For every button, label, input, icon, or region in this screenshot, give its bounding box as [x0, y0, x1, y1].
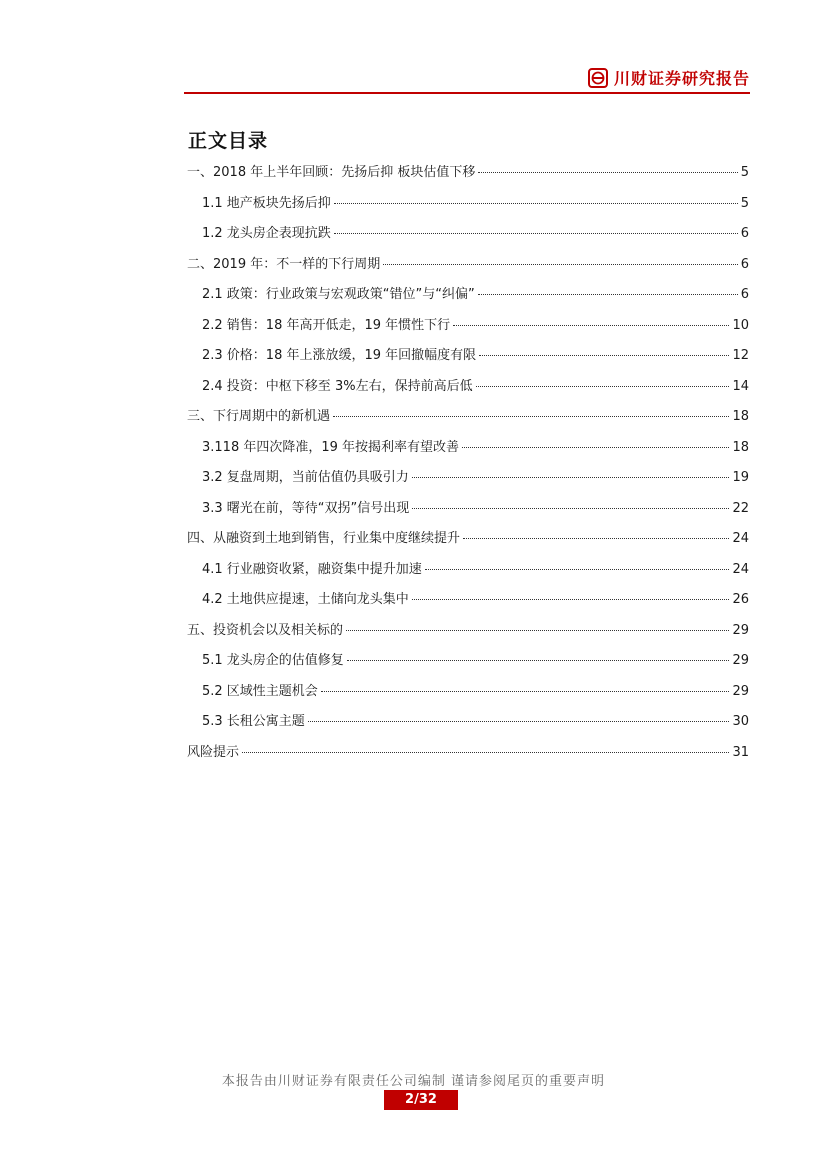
toc-dot-leader	[333, 416, 729, 417]
toc-entry-text: 3.118 年四次降准，19 年按揭利率有望改善	[202, 439, 460, 455]
toc-entry-page: 19	[732, 470, 749, 485]
toc-entry-text: 二、2019 年：不一样的下行周期	[187, 256, 381, 272]
toc-entry[interactable]	[187, 682, 749, 713]
page-header	[184, 64, 750, 94]
toc-entry-page: 6	[740, 287, 749, 302]
toc-entry[interactable]	[187, 224, 749, 255]
toc-entry-page: 26	[732, 592, 749, 607]
toc-entry-page: 12	[732, 348, 749, 363]
toc-entry-text: 4.1 行业融资收紧，融资集中提升加速	[202, 561, 422, 577]
toc-dot-leader	[334, 203, 738, 204]
toc-dot-leader	[242, 752, 729, 753]
page-number-badge: 2/32	[384, 1090, 458, 1110]
toc-entry-text: 1.1 地产板块先扬后抑	[202, 195, 331, 211]
toc-dot-leader	[478, 294, 738, 295]
toc-dot-leader	[463, 538, 729, 539]
toc-dot-leader	[308, 721, 730, 722]
header-divider	[184, 92, 750, 94]
toc-entry[interactable]	[187, 529, 749, 560]
toc-entry[interactable]	[187, 590, 749, 621]
toc-entry-page: 24	[732, 561, 749, 577]
toc-entry-text: 2.3 价格：18 年上涨放缓，19 年回撤幅度有限	[202, 348, 477, 363]
toc-entry[interactable]	[187, 163, 749, 194]
brand-title: 川财证券研究报告	[613, 69, 750, 88]
toc-entry[interactable]	[187, 194, 749, 225]
toc-dot-leader	[462, 447, 729, 448]
toc-entry[interactable]	[187, 468, 749, 499]
footer-disclaimer: 本报告由川财证券有限责任公司编制 谨请参阅尾页的重要声明	[221, 1074, 606, 1089]
toc-entry[interactable]	[187, 285, 749, 316]
toc-entry-text: 四、从融资到土地到销售，行业集中度继续提升	[187, 531, 461, 546]
toc-dot-leader	[412, 508, 729, 509]
toc-entry-text: 3.3 曙光在前，等待“双拐”信号出现	[202, 500, 410, 516]
toc-entry-page: 18	[732, 409, 749, 424]
toc-entry-page: 10	[732, 317, 749, 333]
toc-dot-leader	[321, 691, 730, 692]
toc-dot-leader	[478, 172, 737, 173]
toc-entry[interactable]	[187, 712, 749, 743]
toc-entry-text: 1.2 龙头房企表现抗跌	[202, 226, 331, 241]
toc-entry-page: 24	[732, 531, 749, 546]
toc-entry-page: 5	[740, 165, 749, 180]
toc-entry-text: 4.2 土地供应提速，土储向龙头集中	[202, 592, 409, 607]
toc-dot-leader	[425, 569, 730, 570]
toc-title: 正文目录	[188, 130, 269, 152]
toc-dot-leader	[347, 660, 730, 661]
toc-entry[interactable]	[187, 316, 749, 347]
toc-entry-text: 2.2 销售：18 年高开低走，19 年惯性下行	[202, 317, 451, 333]
toc-entry-page: 14	[732, 378, 749, 394]
toc-entry-text: 2.1 政策：行业政策与宏观政策“错位”与“纠偏”	[202, 287, 475, 302]
toc-entry-text: 三、下行周期中的新机遇	[187, 409, 331, 424]
toc-entry[interactable]	[187, 621, 749, 652]
toc-entry-text: 2.4 投资：中枢下移至 3%左右，保持前高后低	[202, 378, 473, 394]
toc-entry-text: 5.3 长租公寓主题	[202, 714, 305, 729]
toc-entry-page: 6	[740, 256, 749, 272]
table-of-contents	[187, 163, 749, 773]
toc-entry-page: 18	[732, 439, 749, 455]
toc-dot-leader	[476, 386, 730, 387]
toc-entry[interactable]	[187, 651, 749, 682]
toc-entry-page: 6	[740, 226, 749, 241]
toc-entry-text: 风险提示	[187, 744, 240, 760]
toc-entry-page: 29	[732, 622, 749, 638]
toc-entry-page: 29	[732, 653, 749, 668]
toc-entry-page: 31	[732, 744, 749, 760]
toc-entry-text: 3.2 复盘周期，当前估值仍具吸引力	[202, 470, 409, 485]
header-brand	[588, 66, 750, 89]
toc-entry[interactable]	[187, 743, 749, 774]
toc-dot-leader	[453, 325, 729, 326]
toc-entry-text: 5.1 龙头房企的估值修复	[202, 653, 344, 668]
toc-entry[interactable]	[187, 560, 749, 591]
toc-entry[interactable]	[187, 499, 749, 530]
toc-entry[interactable]	[187, 407, 749, 438]
toc-entry-text: 一、2018 年上半年回顾：先扬后抑 板块估值下移	[187, 165, 476, 180]
toc-dot-leader	[334, 233, 738, 234]
toc-entry-page: 30	[732, 714, 749, 729]
toc-dot-leader	[383, 264, 738, 265]
toc-entry[interactable]	[187, 377, 749, 408]
toc-entry-page: 5	[740, 195, 749, 211]
toc-entry-text: 五、投资机会以及相关标的	[187, 622, 344, 638]
toc-entry-text: 5.2 区域性主题机会	[202, 683, 318, 699]
toc-dot-leader	[479, 355, 729, 356]
toc-entry[interactable]	[187, 346, 749, 377]
company-logo-icon	[588, 68, 608, 88]
toc-dot-leader	[412, 599, 730, 600]
toc-dot-leader	[346, 630, 729, 631]
toc-entry[interactable]	[187, 438, 749, 469]
toc-entry-page: 29	[732, 683, 749, 699]
toc-dot-leader	[412, 477, 730, 478]
toc-entry-page: 22	[732, 500, 749, 516]
toc-entry[interactable]	[187, 255, 749, 286]
